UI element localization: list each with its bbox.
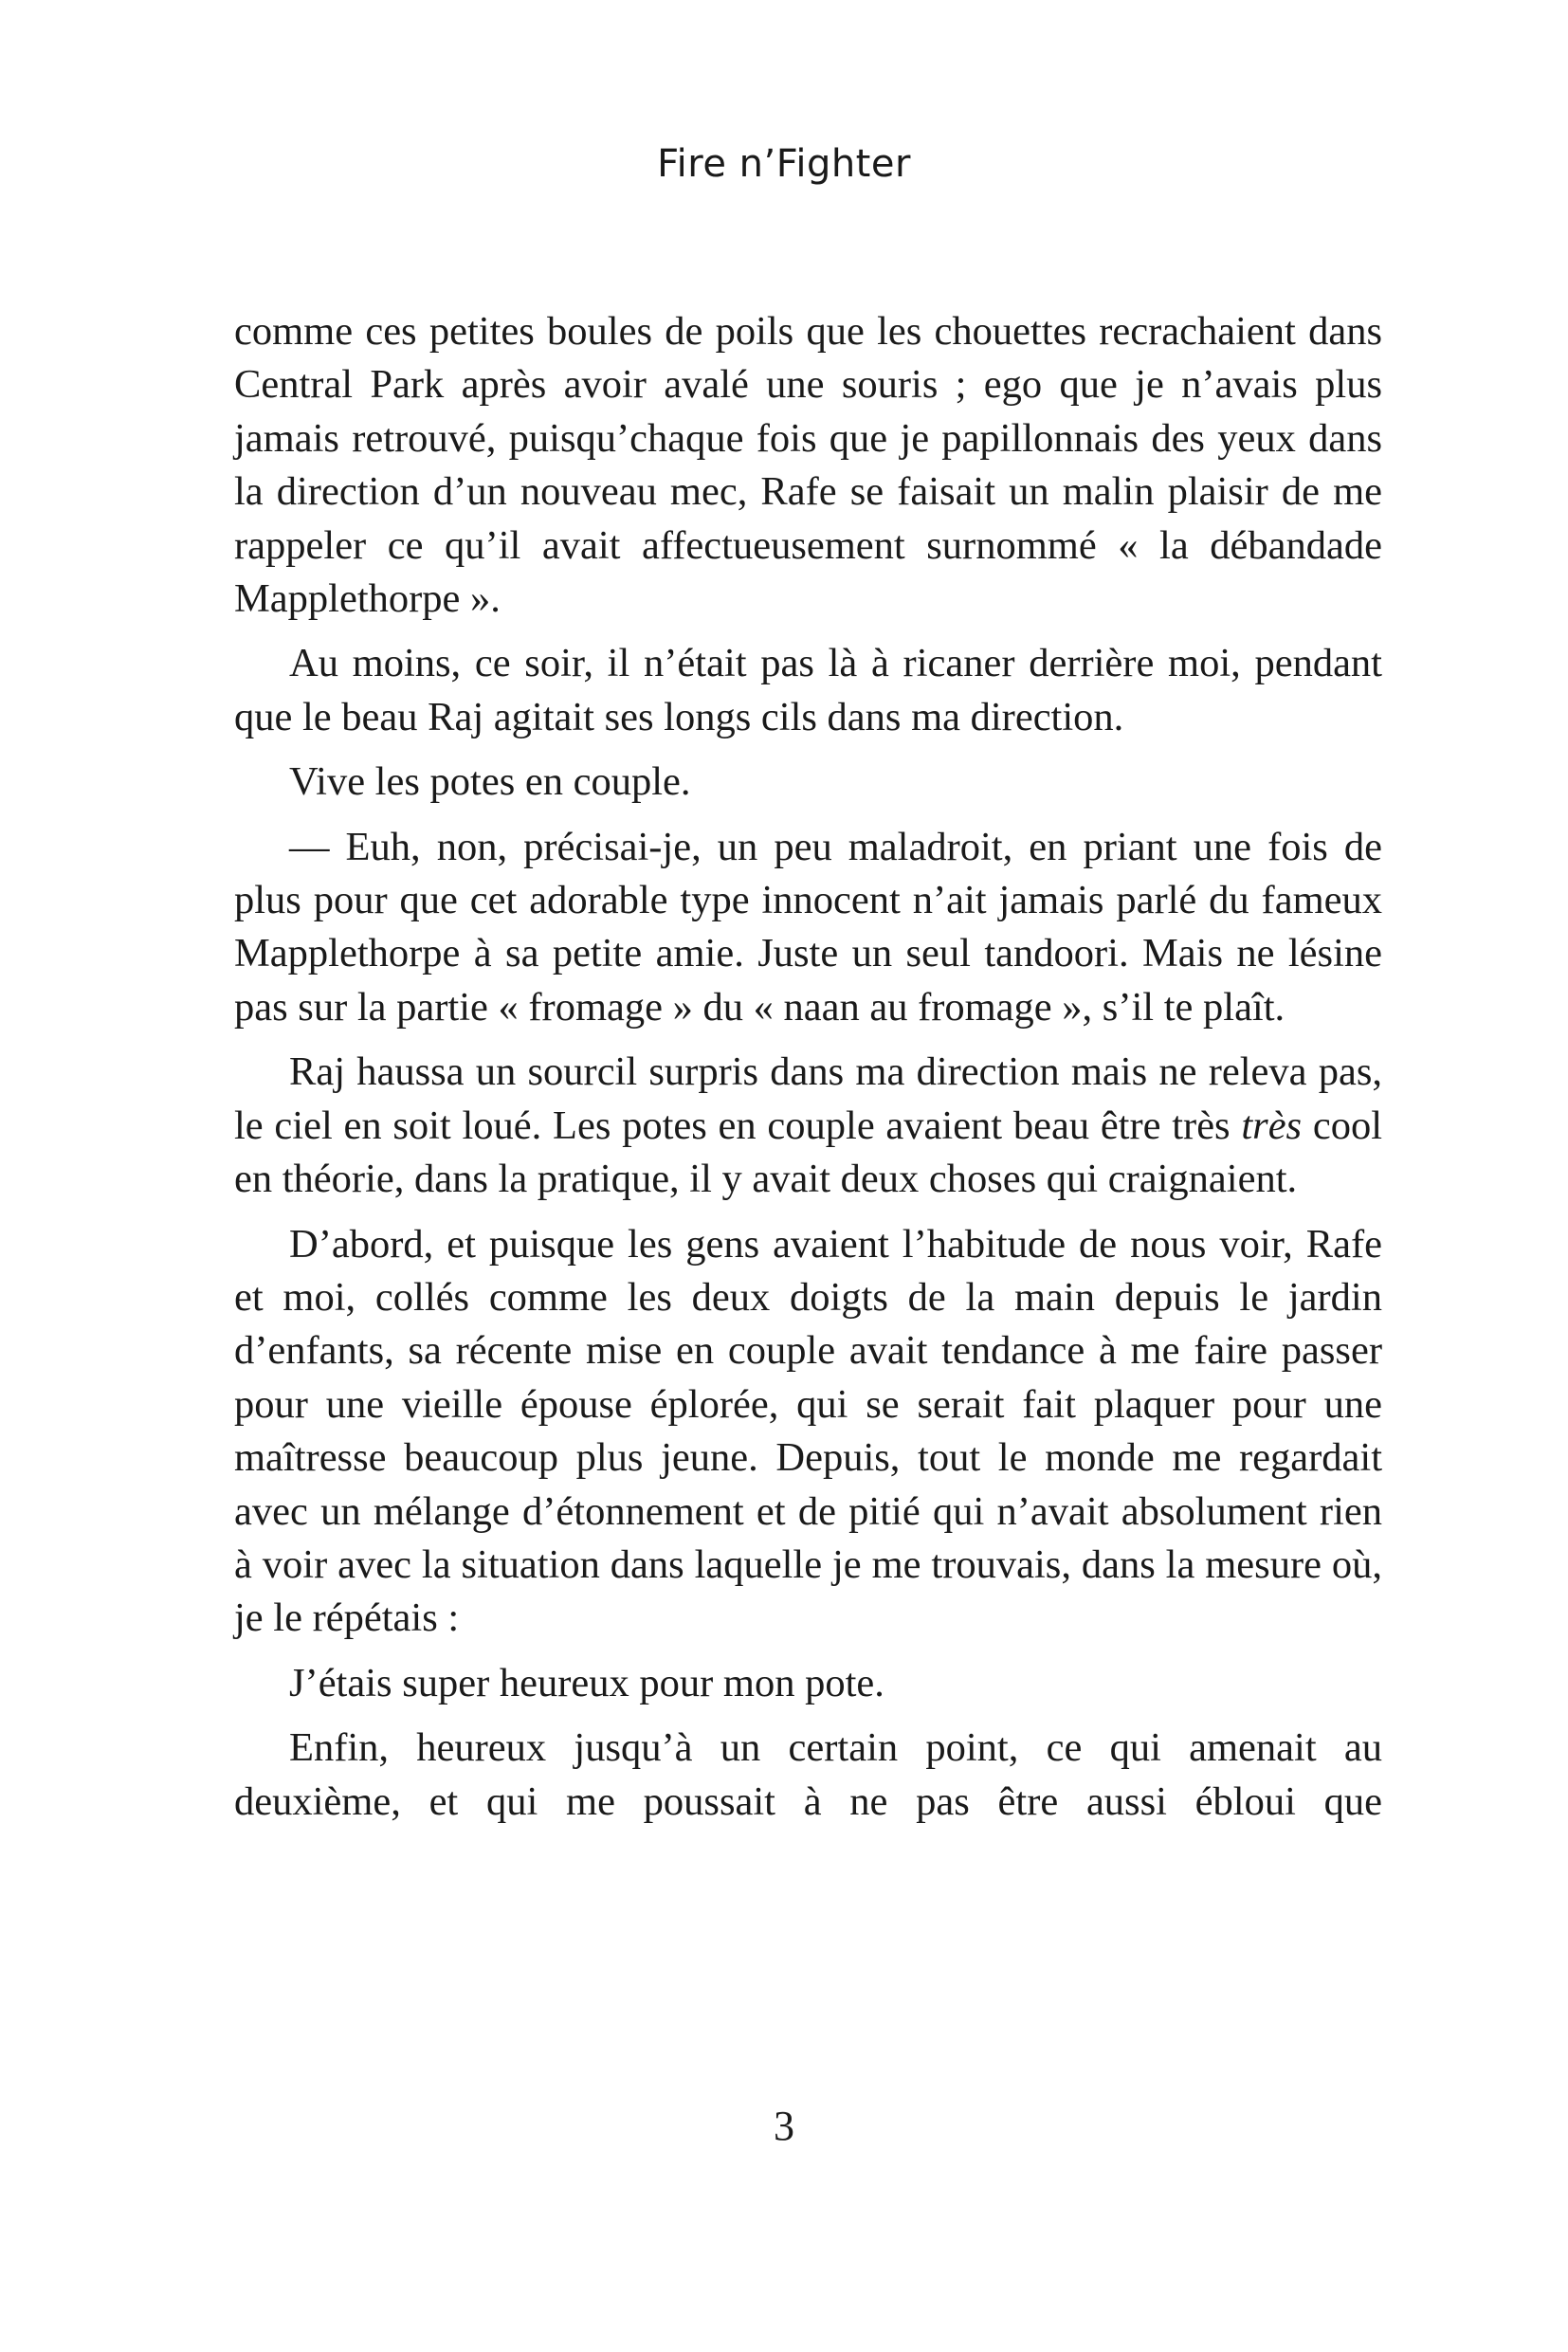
paragraph-2: Au moins, ce soir, il n’était pas là à ricaner derrière moi, pendant que le beau Raj agitait ses longs cils dans ma direction. [234,641,1382,739]
page-number: 3 [774,2103,794,2149]
paragraph-5-text-end: cool en théorie, dans la pratique, il y avait deux choses qui craignaient. [234,1103,1382,1202]
paragraph-4-dialogue: — Euh, non, précisai-je, un peu maladroit, en priant une fois de plus pour que cet adorable type innocent n’ait jamais parlé du fameux Mapplethorpe à sa petite amie. Juste un seul tandoori. Mais ne lésine pas sur la partie « fromage » du « naan au fromage », s’il te plaît. [234,824,1382,1030]
paragraph-5-text-start: Raj haussa un sourcil surpris dans ma direction mais ne releva pas, le ciel en soit loué. Les potes en couple avaient beau être très [234,1049,1382,1148]
paragraph-7: J’étais super heureux pour mon pote. [289,1660,884,1705]
page-body [234,305,1382,1840]
paragraph-5-italic-emphasis: très [1241,1103,1303,1148]
paragraph-8: Enfin, heureux jusqu’à un certain point, ce qui amenait au deuxième, et qui me poussait à ne pas être aussi ébloui que [234,1725,1382,1824]
running-header-title: Fire n’Fighter [657,142,911,186]
paragraph-3: Vive les potes en couple. [289,759,691,805]
paragraph-6: D’abord, et puisque les gens avaient l’habitude de nous voir, Rafe et moi, collés comme les deux doigts de la main depuis le jardin d’enfants, sa récente mise en couple avait tendance à me faire passer pour une vieille épouse éplorée, qui se serait fait plaquer pour une maîtresse beaucoup plus jeune. Depuis, tout le monde me regardait avec un mélange d’étonnement et de pitié qui n’avait absolument rien à voir avec la situation dans laquelle je me trouvais, dans la mesure où, je le répétais : [234,1221,1382,1641]
paragraph-1: comme ces petites boules de poils que les chouettes recrachaient dans Central Park après avoir avalé une souris ; ego que je n’avais plus jamais retrouvé, puisqu’chaque fois que je papillonnais des yeux dans la direction d’un nouveau mec, Rafe se faisait un malin plaisir de me rappeler ce qu’il avait affectueusement surnommé « la débandade Mapplethorpe ». [234,309,1382,622]
paragraph-5 [234,1046,1382,1206]
